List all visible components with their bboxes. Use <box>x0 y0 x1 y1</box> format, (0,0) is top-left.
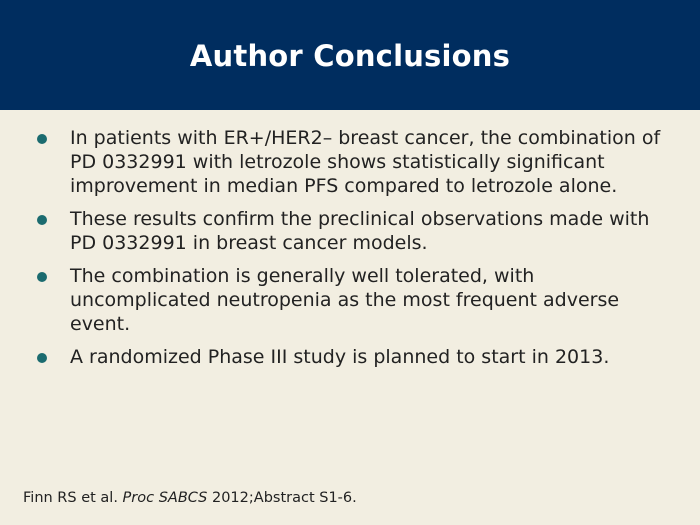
bullet-text: In patients with ER+/HER2– breast cancer, the combination of PD 0332991 with letrozole shows statistically significant improvement in median PFS compared to letrozole alone. <box>70 127 661 197</box>
citation-journal: Proc SABCS <box>122 490 208 506</box>
slide-title: Author Conclusions <box>189 39 511 73</box>
conclusions-list <box>44 126 664 378</box>
citation-footer <box>23 490 357 506</box>
bullet-dot-icon <box>37 272 47 282</box>
bullet-item <box>44 264 664 336</box>
citation-authors: Finn RS et al. <box>23 490 118 506</box>
bullet-text: A randomized Phase III study is planned to start in 2013. <box>70 346 610 368</box>
bullet-dot-icon <box>37 134 47 144</box>
title-banner <box>0 0 700 110</box>
bullet-item <box>44 126 664 198</box>
citation-detail: 2012;Abstract S1-6. <box>211 490 357 506</box>
bullet-item <box>44 207 664 255</box>
bullet-dot-icon <box>37 215 47 225</box>
bullet-text: The combination is generally well tolerated, with uncomplicated neutropenia as the most frequent adverse event. <box>70 265 620 335</box>
bullet-item <box>44 345 664 369</box>
bullet-text: These results confirm the preclinical observations made with PD 0332991 in breast cancer models. <box>70 208 650 254</box>
bullet-dot-icon <box>37 353 47 363</box>
